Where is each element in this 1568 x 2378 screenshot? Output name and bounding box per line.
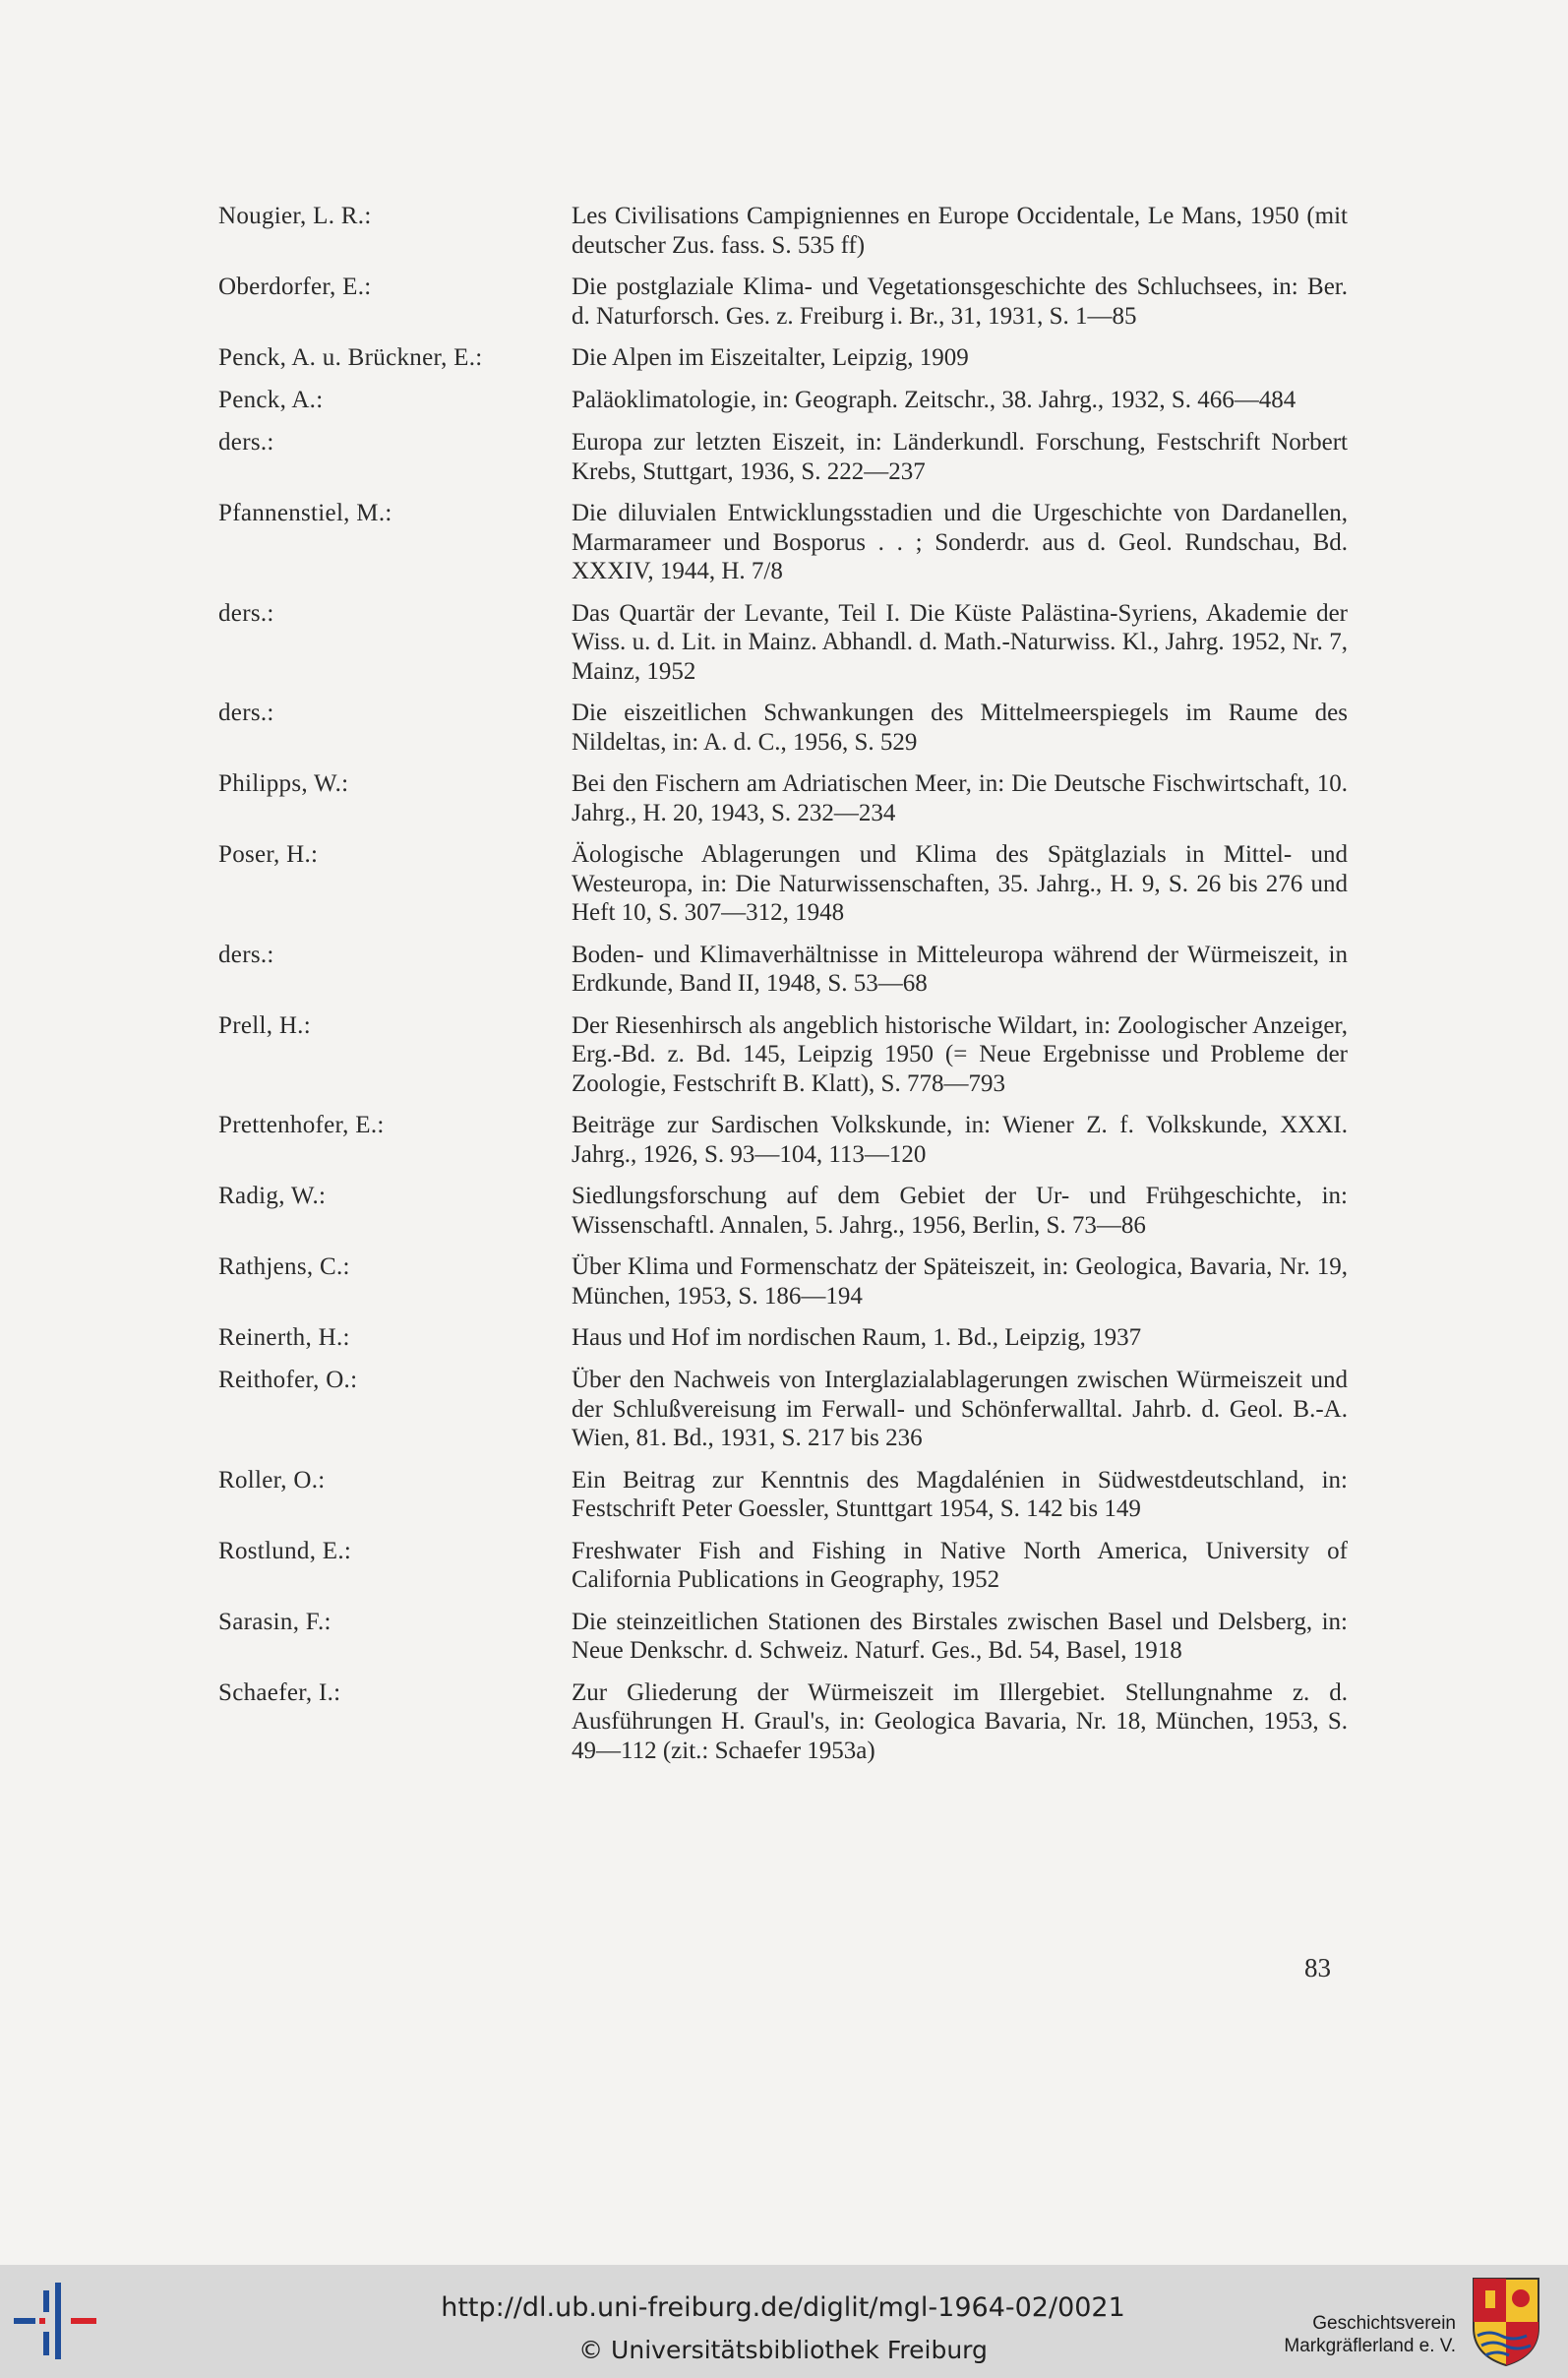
bib-entry bbox=[218, 1678, 1348, 1766]
bib-reference: Haus und Hof im nordischen Raum, 1. Bd., Leipzig, 1937 bbox=[572, 1324, 1142, 1351]
bib-entry bbox=[218, 599, 1348, 687]
bib-author: Oberdorfer, E.: bbox=[218, 274, 372, 300]
bib-reference: Bei den Fischern am Adriatischen Meer, in: Die Deutsche Fischwirtschaft, 10. Jahrg., H. 20, 1943, S. 232—234 bbox=[572, 770, 1348, 826]
bib-author: Pfannenstiel, M.: bbox=[218, 500, 392, 526]
bib-reference: Die postglaziale Klima- und Vegetationsgeschichte des Schluchsees, in: Ber. d. Naturforsch. Ges. z. Freiburg i. Br., 31, 1931, S. 1—85 bbox=[572, 274, 1348, 330]
bib-entry bbox=[218, 769, 1348, 827]
society-name bbox=[1220, 2312, 1456, 2357]
bib-author: Roller, O.: bbox=[218, 1466, 326, 1494]
bib-entry bbox=[218, 1366, 1348, 1453]
bib-entry bbox=[218, 1537, 1348, 1595]
bib-reference: Ein Beitrag zur Kenntnis des Magdalénien in Südwestdeutschland, in: Festschrift Peter Goessler, Stunttgart 1954, S. 142 bis 149 bbox=[572, 1466, 1348, 1522]
bib-author: Schaefer, I.: bbox=[218, 1678, 341, 1706]
bib-author: Penck, A. u. Brückner, E.: bbox=[218, 344, 483, 371]
bib-author: Prettenhofer, E.: bbox=[218, 1112, 385, 1138]
bib-author: Penck, A.: bbox=[218, 387, 324, 413]
bib-author: Philipps, W.: bbox=[218, 770, 349, 797]
bib-reference: Paläoklimatologie, in: Geograph. Zeitschr., 38. Jahrg., 1932, S. 466—484 bbox=[572, 387, 1297, 413]
bib-entry bbox=[218, 202, 1348, 260]
bib-entry bbox=[218, 1252, 1348, 1311]
bib-author: Prell, H.: bbox=[218, 1011, 311, 1039]
bib-author: Poser, H.: bbox=[218, 841, 319, 868]
bib-entry bbox=[218, 1182, 1348, 1240]
bib-author: Nougier, L. R.: bbox=[218, 203, 372, 229]
bib-author: Reithofer, O.: bbox=[218, 1367, 358, 1393]
bib-reference: Les Civilisations Campigniennes en Europe Occidentale, Le Mans, 1950 (mit deutscher Zus. fass. S. 535 ff) bbox=[572, 203, 1348, 259]
ub-freiburg-logo-icon bbox=[14, 2283, 102, 2361]
copyright-notice: © Universitätsbibliothek Freiburg bbox=[578, 2336, 988, 2364]
bib-entry bbox=[218, 840, 1348, 928]
bib-author: Rathjens, C.: bbox=[218, 1253, 350, 1280]
bib-reference: Siedlungsforschung auf dem Gebiet der Ur- und Frühgeschichte, in: Wissenschaftl. Annalen, 5. Jahrg., 1956, Berlin, S. 73—86 bbox=[572, 1183, 1348, 1239]
society-line-1: Geschichtsverein bbox=[1312, 2313, 1456, 2334]
coat-of-arms-icon bbox=[1472, 2277, 1540, 2367]
bib-reference: Zur Gliederung der Würmeiszeit im Illergebiet. Stellungnahme z. d. Ausführungen H. Graul's, in: Geologica Bavaria, Nr. 18, München, 1953, S. 49—112 (zit.: Schaefer 1953a) bbox=[572, 1678, 1348, 1764]
bib-author: Sarasin, F.: bbox=[218, 1608, 332, 1635]
bib-entry bbox=[218, 343, 1348, 373]
bib-entry bbox=[218, 1111, 1348, 1169]
bib-reference: Über Klima und Formenschatz der Späteiszeit, in: Geologica, Bavaria, Nr. 19, München, 1953, S. 186—194 bbox=[572, 1253, 1348, 1310]
bib-reference: Die diluvialen Entwicklungsstadien und die Urgeschichte von Dardanellen, Marmarameer und Bosporus . . ; Sonderdr. aus d. Geol. Rundschau, Bd. XXXIV, 1944, H. 7/8 bbox=[572, 500, 1348, 584]
bib-reference: Äologische Ablagerungen und Klima des Spätglazials in Mittel- und Westeuropa, in: Die Naturwissenschaften, 35. Jahrg., H. 9, S. 26 bis 276 und Heft 10, S. 307—312, 1948 bbox=[572, 841, 1348, 926]
bib-entry bbox=[218, 1011, 1348, 1099]
bib-author: ders.: bbox=[218, 599, 274, 627]
bib-entry bbox=[218, 386, 1348, 415]
permalink-url[interactable]: http://dl.ub.uni-freiburg.de/diglit/mgl-1964-02/0021 bbox=[441, 2292, 1125, 2323]
bib-reference: Die steinzeitlichen Stationen des Birstales zwischen Basel und Delsberg, in: Neue Denkschr. d. Schweiz. Naturf. Ges., Bd. 54, Basel, 1918 bbox=[572, 1608, 1348, 1664]
bib-reference: Boden- und Klimaverhältnisse in Mitteleuropa während der Würmeiszeit, in Erdkunde, Band II, 1948, S. 53—68 bbox=[572, 941, 1348, 997]
bib-author: Reinerth, H.: bbox=[218, 1324, 350, 1351]
bib-reference: Freshwater Fish and Fishing in Native North America, University of California Publications in Geography, 1952 bbox=[572, 1537, 1348, 1593]
bib-entry bbox=[218, 1323, 1348, 1353]
bib-reference: Die eiszeitlichen Schwankungen des Mittelmeerspiegels im Raume des Nildeltas, in: A. d. C., 1956, S. 529 bbox=[572, 700, 1348, 756]
bib-reference: Europa zur letzten Eiszeit, in: Länderkundl. Forschung, Festschrift Norbert Krebs, Stuttgart, 1936, S. 222—237 bbox=[572, 429, 1348, 485]
bib-reference: Beiträge zur Sardischen Volkskunde, in: Wiener Z. f. Volkskunde, XXXI. Jahrg., 1926, S. 93—104, 113—120 bbox=[572, 1112, 1348, 1168]
bib-entry bbox=[218, 499, 1348, 586]
bib-entry bbox=[218, 941, 1348, 999]
bib-entry bbox=[218, 1466, 1348, 1524]
bib-entry bbox=[218, 428, 1348, 486]
bib-reference: Der Riesenhirsch als angeblich historische Wildart, in: Zoologischer Anzeiger, Erg.-Bd. z. Bd. 145, Leipzig 1950 (= Neue Ergebnisse und Probleme der Zoologie, Festschrift B. Klatt), S. 778—793 bbox=[572, 1011, 1348, 1097]
bib-entry bbox=[218, 1608, 1348, 1666]
bib-entry bbox=[218, 699, 1348, 757]
bib-entry bbox=[218, 273, 1348, 331]
bib-author: ders.: bbox=[218, 941, 274, 968]
viewer-footer bbox=[0, 2265, 1568, 2378]
bib-author: Rostlund, E.: bbox=[218, 1537, 352, 1564]
page-number: 83 bbox=[1304, 1953, 1331, 1982]
bib-reference: Das Quartär der Levante, Teil I. Die Küste Palästina-Syriens, Akademie der Wiss. u. d. Lit. in Mainz. Abhandl. d. Math.-Naturwiss. Kl., Jahrg. 1952, Nr. 7, Mainz, 1952 bbox=[572, 599, 1348, 685]
bib-reference: Über den Nachweis von Interglazialablagerungen zwischen Würmeiszeit und der Schlußvereisung im Ferwall- und Schönferwalltal. Jahrb. d. Geol. B.-A. Wien, 81. Bd., 1931, S. 217 bis 236 bbox=[572, 1367, 1348, 1451]
bib-author: ders.: bbox=[218, 429, 274, 456]
bibliography-list bbox=[218, 202, 1348, 1778]
bib-reference: Die Alpen im Eiszeitalter, Leipzig, 1909 bbox=[572, 344, 969, 371]
bib-author: ders.: bbox=[218, 700, 274, 726]
bib-author: Radig, W.: bbox=[218, 1183, 327, 1209]
society-line-2: Markgräflerland e. V. bbox=[1284, 2336, 1456, 2356]
